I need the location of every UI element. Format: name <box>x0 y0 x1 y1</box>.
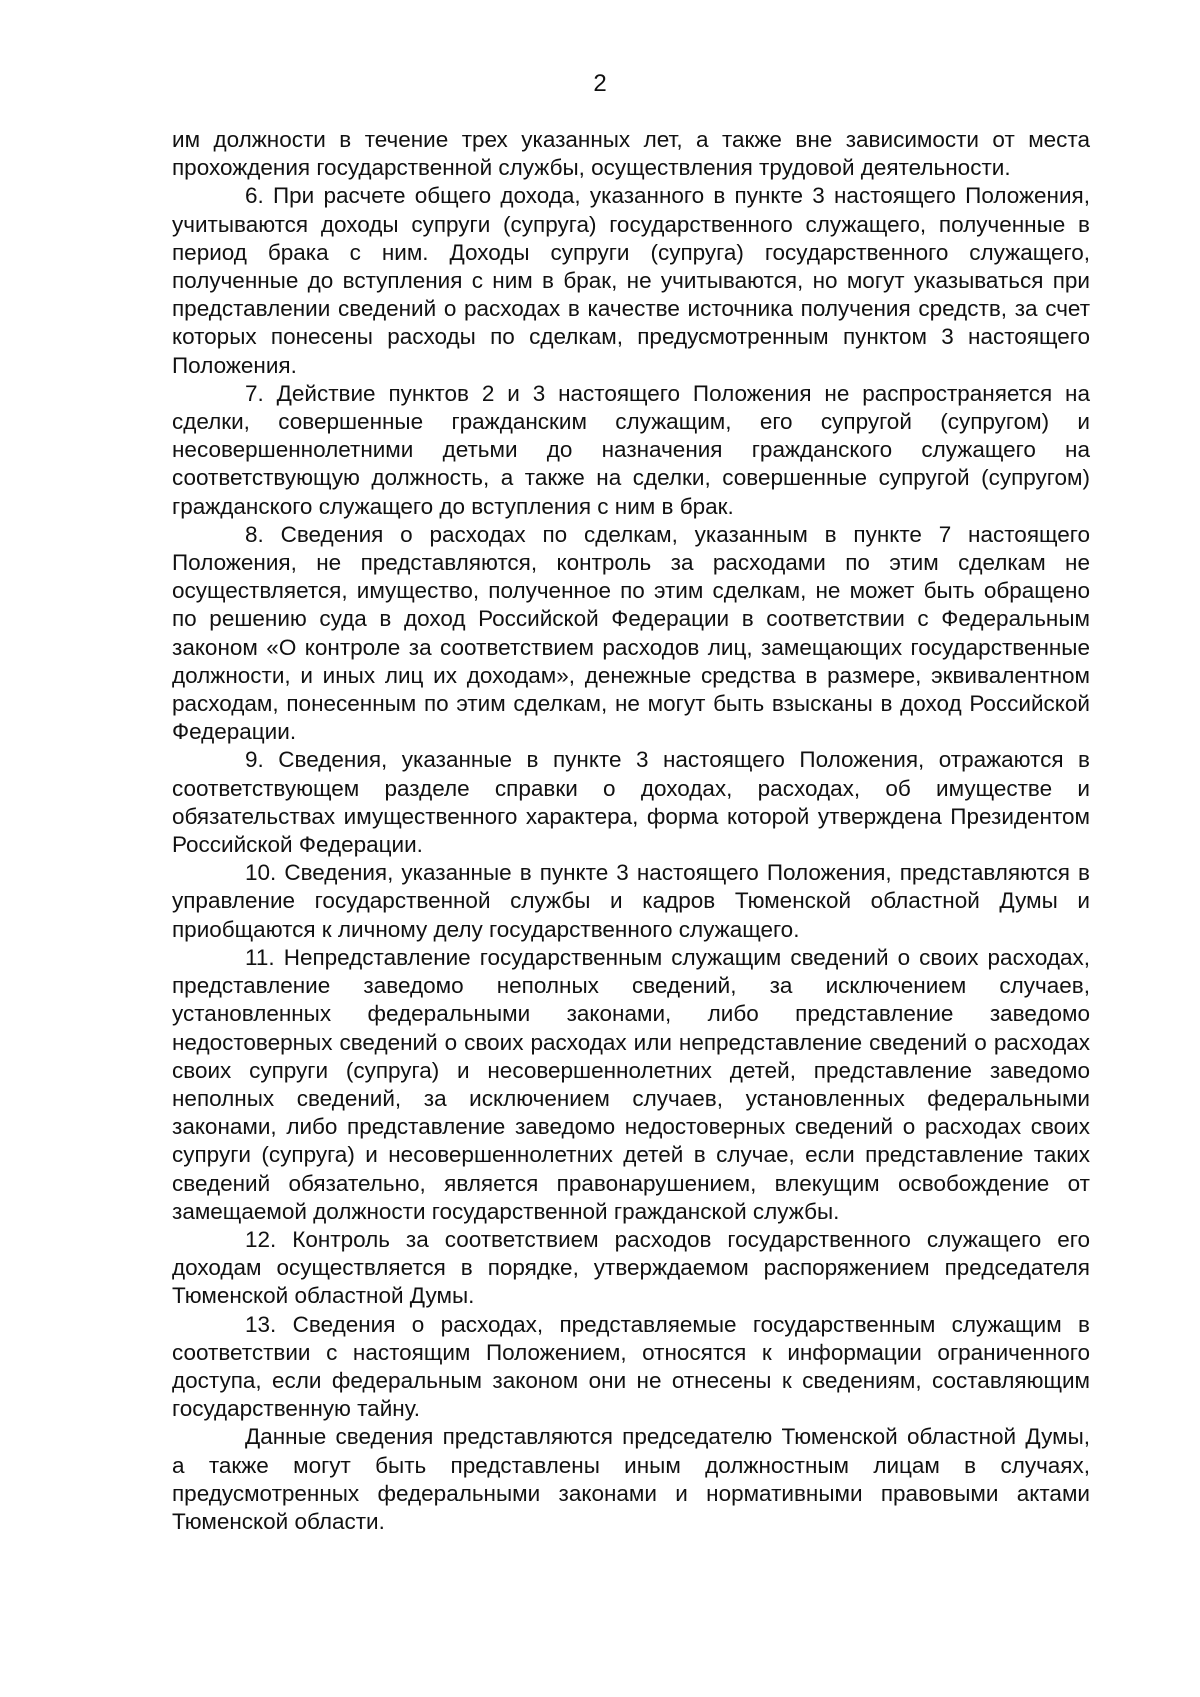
paragraph-7: 7. Действие пунктов 2 и 3 настоящего Положения не распространяется на сделки, совершенные гражданским служащим, его супругой (супругом) и несовершеннолетними детьми до назначения гражданского служащего на соответствующую должность, а также на сделки, совершенные супругой (супругом) гражданского служащего до вступления с ним в брак. <box>172 380 1090 519</box>
paragraph-11: 11. Непредставление государственным служащим сведений о своих расходах, представление заведомо неполных сведений, за исключением случаев, установленных федеральными законами, либо представление заведомо недостоверных сведений о своих расходах или непредставление сведений о расходах своих супруги (супруга) и несовершеннолетних детей, представление заведомо неполных сведений, за исключением случаев, установленных федеральными законами, либо представление заведомо недостоверных сведений о расходах своих супруги (супруга) и несовершеннолетних детей в случае, если представление таких сведений обязательно, является правонарушением, влекущим освобождение от замещаемой должности государственной гражданской службы. <box>172 944 1090 1224</box>
paragraph-12: 12. Контроль за соответствием расходов государственного служащего его доходам осуществляется в порядке, утверждаемом распоряжением председателя Тюменской областной Думы. <box>172 1226 1090 1309</box>
paragraph-10: 10. Сведения, указанные в пункте 3 настоящего Положения, представляются в управление государственной службы и кадров Тюменской областной Думы и приобщаются к личному делу государственного служащего. <box>172 860 1090 942</box>
page-number: 2 <box>593 70 607 97</box>
paragraph-continuation: им должности в течение трех указанных лет, а также вне зависимости от места прохождения государственной службы, осуществления трудовой деятельности. <box>172 127 1090 181</box>
paragraph-13: 13. Сведения о расходах, представляемые государственным служащим в соответствии с настоящим Положением, относятся к информации ограниченного доступа, если федеральным законом они не отнесены к сведениям, составляющим государственную тайну. <box>172 1311 1090 1422</box>
paragraph-9: 9. Сведения, указанные в пункте 3 настоящего Положения, отражаются в соответствующем разделе справки о доходах, расходах, об имуществе и обязательствах имущественного характера, форма которой утверждена Президентом Российской Федерации. <box>172 747 1090 858</box>
document-body <box>172 126 1090 1536</box>
paragraph-13-continuation: Данные сведения представляются председателю Тюменской областной Думы, а также могут быть представлены иным должностным лицам в случаях, предусмотренных федеральными законами и нормативными правовыми актами Тюменской области. <box>172 1424 1090 1534</box>
paragraph-8: 8. Сведения о расходах по сделкам, указанным в пункте 7 настоящего Положения, не представляются, контроль за расходами по этим сделкам не осуществляется, имущество, полученное по этим сделкам, не может быть обращено по решению суда в доход Российской Федерации в соответствии с Федеральным законом «О контроле за соответствием расходов лиц, замещающих государственные должности, и иных лиц их доходам», денежные средства в размере, эквивалентном расходам, понесенным по этим сделкам, не могут быть взысканы в доход Российской Федерации. <box>172 521 1090 745</box>
paragraph-6: 6. При расчете общего дохода, указанного в пункте 3 настоящего Положения, учитываются доходы супруги (супруга) государственного служащего, полученные в период брака с ним. Доходы супруги (супруга) государственного служащего, полученные до вступления с ним в брак, не учитываются, но могут указываться при представлении сведений о расходах в качестве источника получения средств, за счет которых понесены расходы по сделкам, предусмотренным пунктом 3 настоящего Положения. <box>172 183 1090 378</box>
